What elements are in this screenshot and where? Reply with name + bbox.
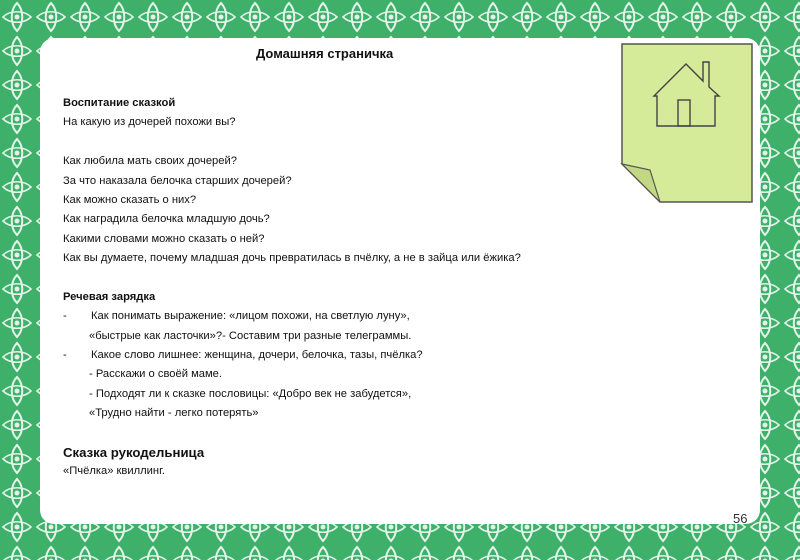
slide-number: 56	[733, 511, 748, 526]
speech-item-continued: «Трудно найти - легко потерять»	[89, 407, 259, 420]
question-line: Как вы думаете, почему младшая дочь превратилась в пчёлку, а не в зайца или ёжика?	[63, 252, 521, 265]
question-line: На какую из дочерей похожи вы?	[63, 116, 236, 129]
page-title: Домашняя страничка	[256, 46, 394, 61]
question-line: Какими словами можно сказать о ней?	[63, 232, 265, 245]
section-heading-tale: Сказка рукодельница	[63, 445, 205, 461]
question-line: Как можно сказать о них?	[63, 193, 197, 206]
speech-item-continued: «быстрые как ласточки»?- Составим три разные телеграммы.	[89, 329, 412, 342]
spacer	[63, 269, 623, 288]
text-body	[63, 94, 623, 482]
sticky-note-icon	[620, 42, 756, 206]
section-heading-speech: Речевая зарядка	[63, 290, 156, 303]
speech-item: - Подходят ли к сказке пословицы: «Добро век не забудется»,	[89, 387, 412, 400]
section-heading-upbringing: Воспитание сказкой	[63, 97, 176, 109]
speech-item-text: Какое слово лишнее: женщина, дочери, белочка, тазы, пчёлка?	[91, 349, 423, 362]
tale-text: «Пчёлка» квиллинг.	[63, 465, 165, 478]
bullet-dash: -	[63, 310, 67, 323]
spacer	[63, 133, 623, 152]
speech-item: - Расскажи о своёй маме.	[89, 368, 223, 381]
question-line: Как наградила белочка младшую дочь?	[63, 213, 270, 226]
speech-item	[63, 346, 623, 365]
question-line: Как любила мать своих дочерей?	[63, 155, 237, 168]
speech-item-text: Как понимать выражение: «лицом похожи, на светлую луну»,	[91, 310, 410, 323]
bullet-dash: -	[63, 349, 67, 362]
spacer	[63, 424, 623, 443]
speech-item	[63, 307, 623, 326]
question-line: За что наказала белочка старших дочерей?	[63, 174, 292, 187]
